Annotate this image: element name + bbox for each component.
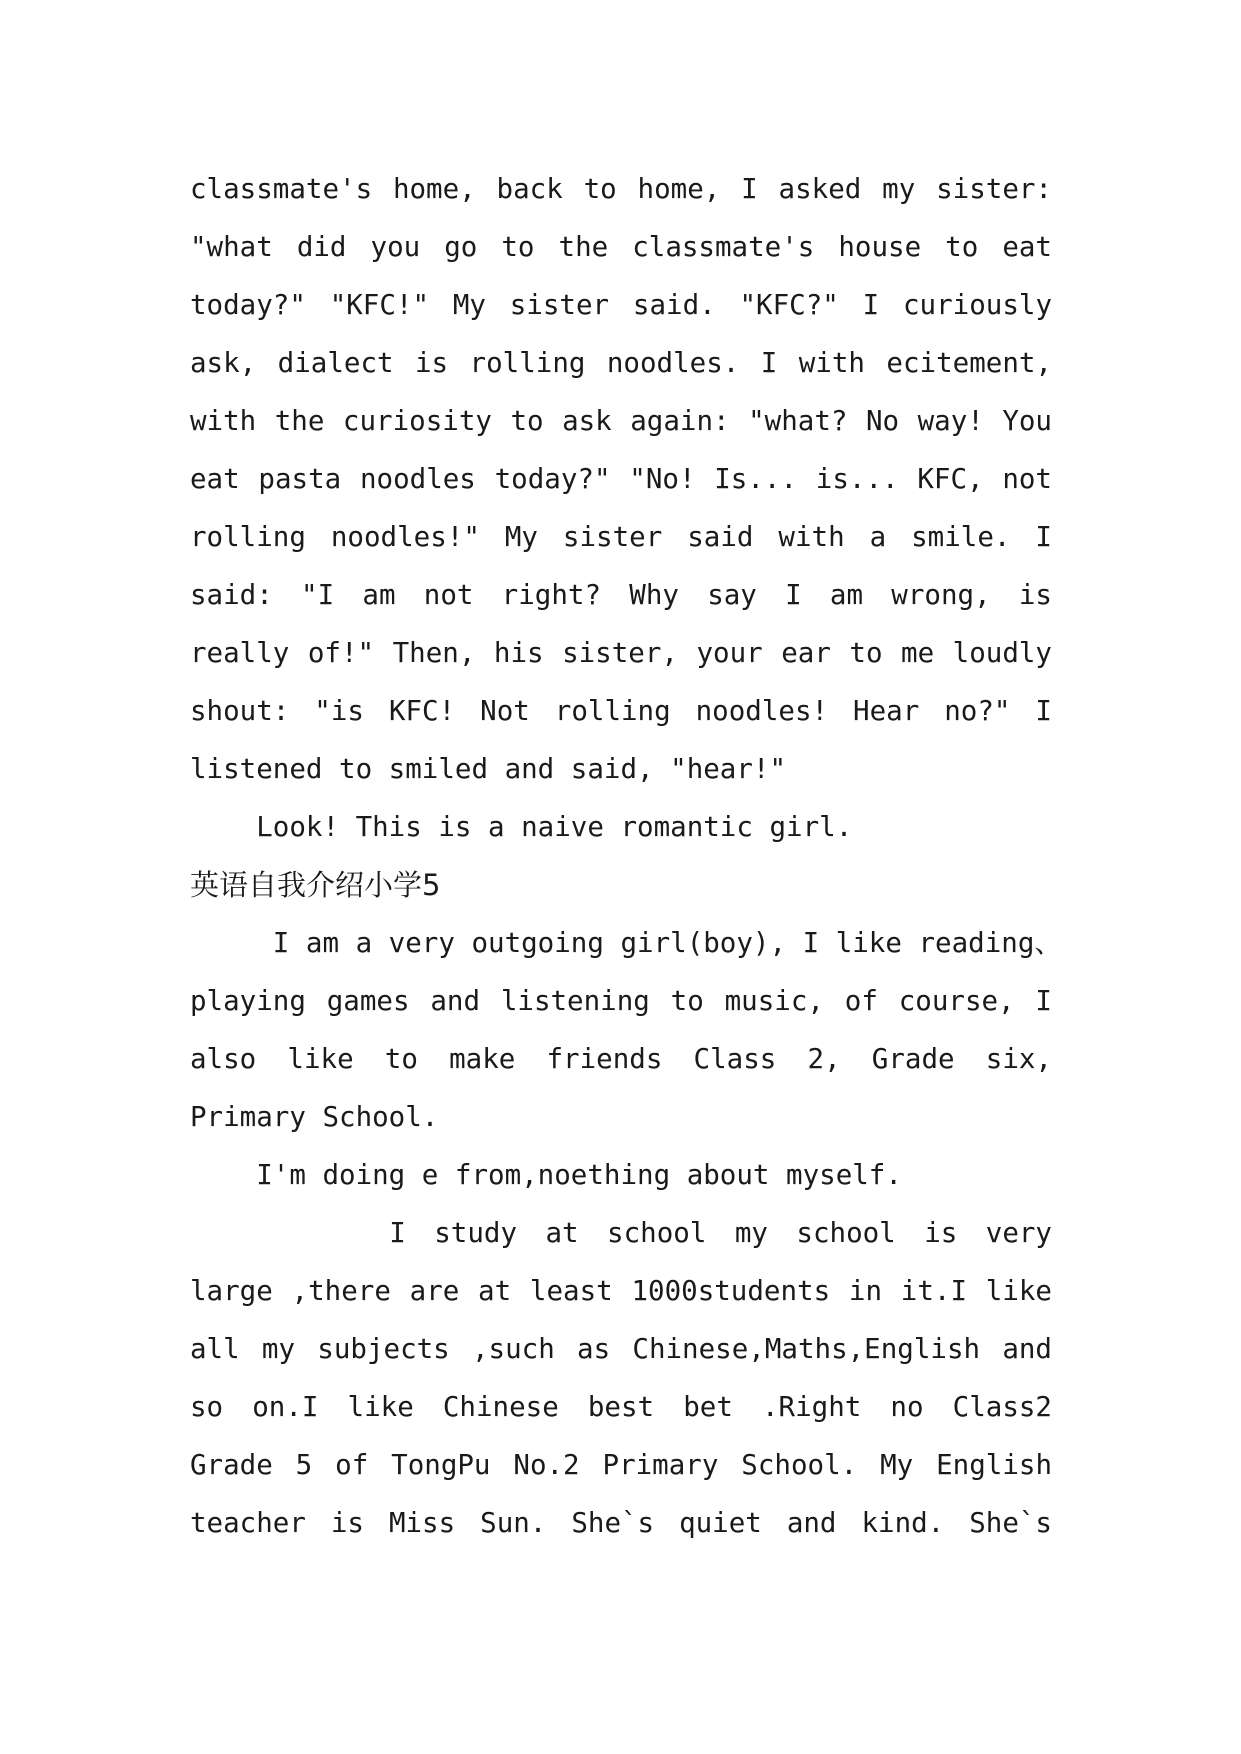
text-line: with the curiosity to ask again: "what? No way! You — [190, 405, 1052, 437]
intro-paragraph — [190, 914, 1062, 1146]
school-paragraph — [190, 1204, 1052, 1552]
text-line: eat pasta noodles today?" "No! Is... is... KFC, not — [190, 463, 1052, 495]
text-line: playing games and listening to music, of course, I — [190, 985, 1052, 1017]
section-heading: 英语自我介绍小学5 — [190, 868, 441, 902]
text-line: "what did you go to the classmate's house to eat — [190, 231, 1052, 263]
text-line: Primary School. — [190, 1101, 439, 1133]
document-body — [190, 160, 1062, 1552]
text-line: classmate's home, back to home, I asked my sister: — [190, 173, 1052, 205]
text-line: ask, dialect is rolling noodles. I with ecitement, — [190, 347, 1052, 379]
text-line: listened to smiled and said, "hear!" — [190, 753, 787, 785]
text-line: really of!" Then, his sister, your ear to me loudly — [190, 637, 1052, 669]
story-paragraph — [190, 160, 1052, 798]
text-line: teacher is Miss Sun. She`s quiet and kind. She`s — [190, 1507, 1052, 1539]
closing-sentence: Look! This is a naive romantic girl. — [190, 811, 853, 843]
text-line: I am a very outgoing girl(boy), I like reading、 — [190, 927, 1062, 959]
text-line: said: "I am not right? Why say I am wrong, is — [190, 579, 1052, 611]
text-line: shout: "is KFC! Not rolling noodles! Hear no?" I — [190, 695, 1052, 727]
text-line: all my subjects ,such as Chinese,Maths,English and — [190, 1333, 1052, 1365]
text-line: large ,there are at least 1000students in it.I like — [190, 1275, 1052, 1307]
text-line: Grade 5 of TongPu No.2 Primary School. My English — [190, 1449, 1052, 1481]
text-line: today?" "KFC!" My sister said. "KFC?" I curiously — [190, 289, 1052, 321]
text-line: so on.I like Chinese best bet .Right no Class2 — [190, 1391, 1052, 1423]
self-intro-sentence: I'm doing e from,noething about myself. — [190, 1159, 902, 1191]
text-line: rolling noodles!" My sister said with a smile. I — [190, 521, 1052, 553]
text-line: also like to make friends Class 2, Grade six, — [190, 1043, 1052, 1075]
text-line: I study at school my school is very — [190, 1217, 1052, 1249]
